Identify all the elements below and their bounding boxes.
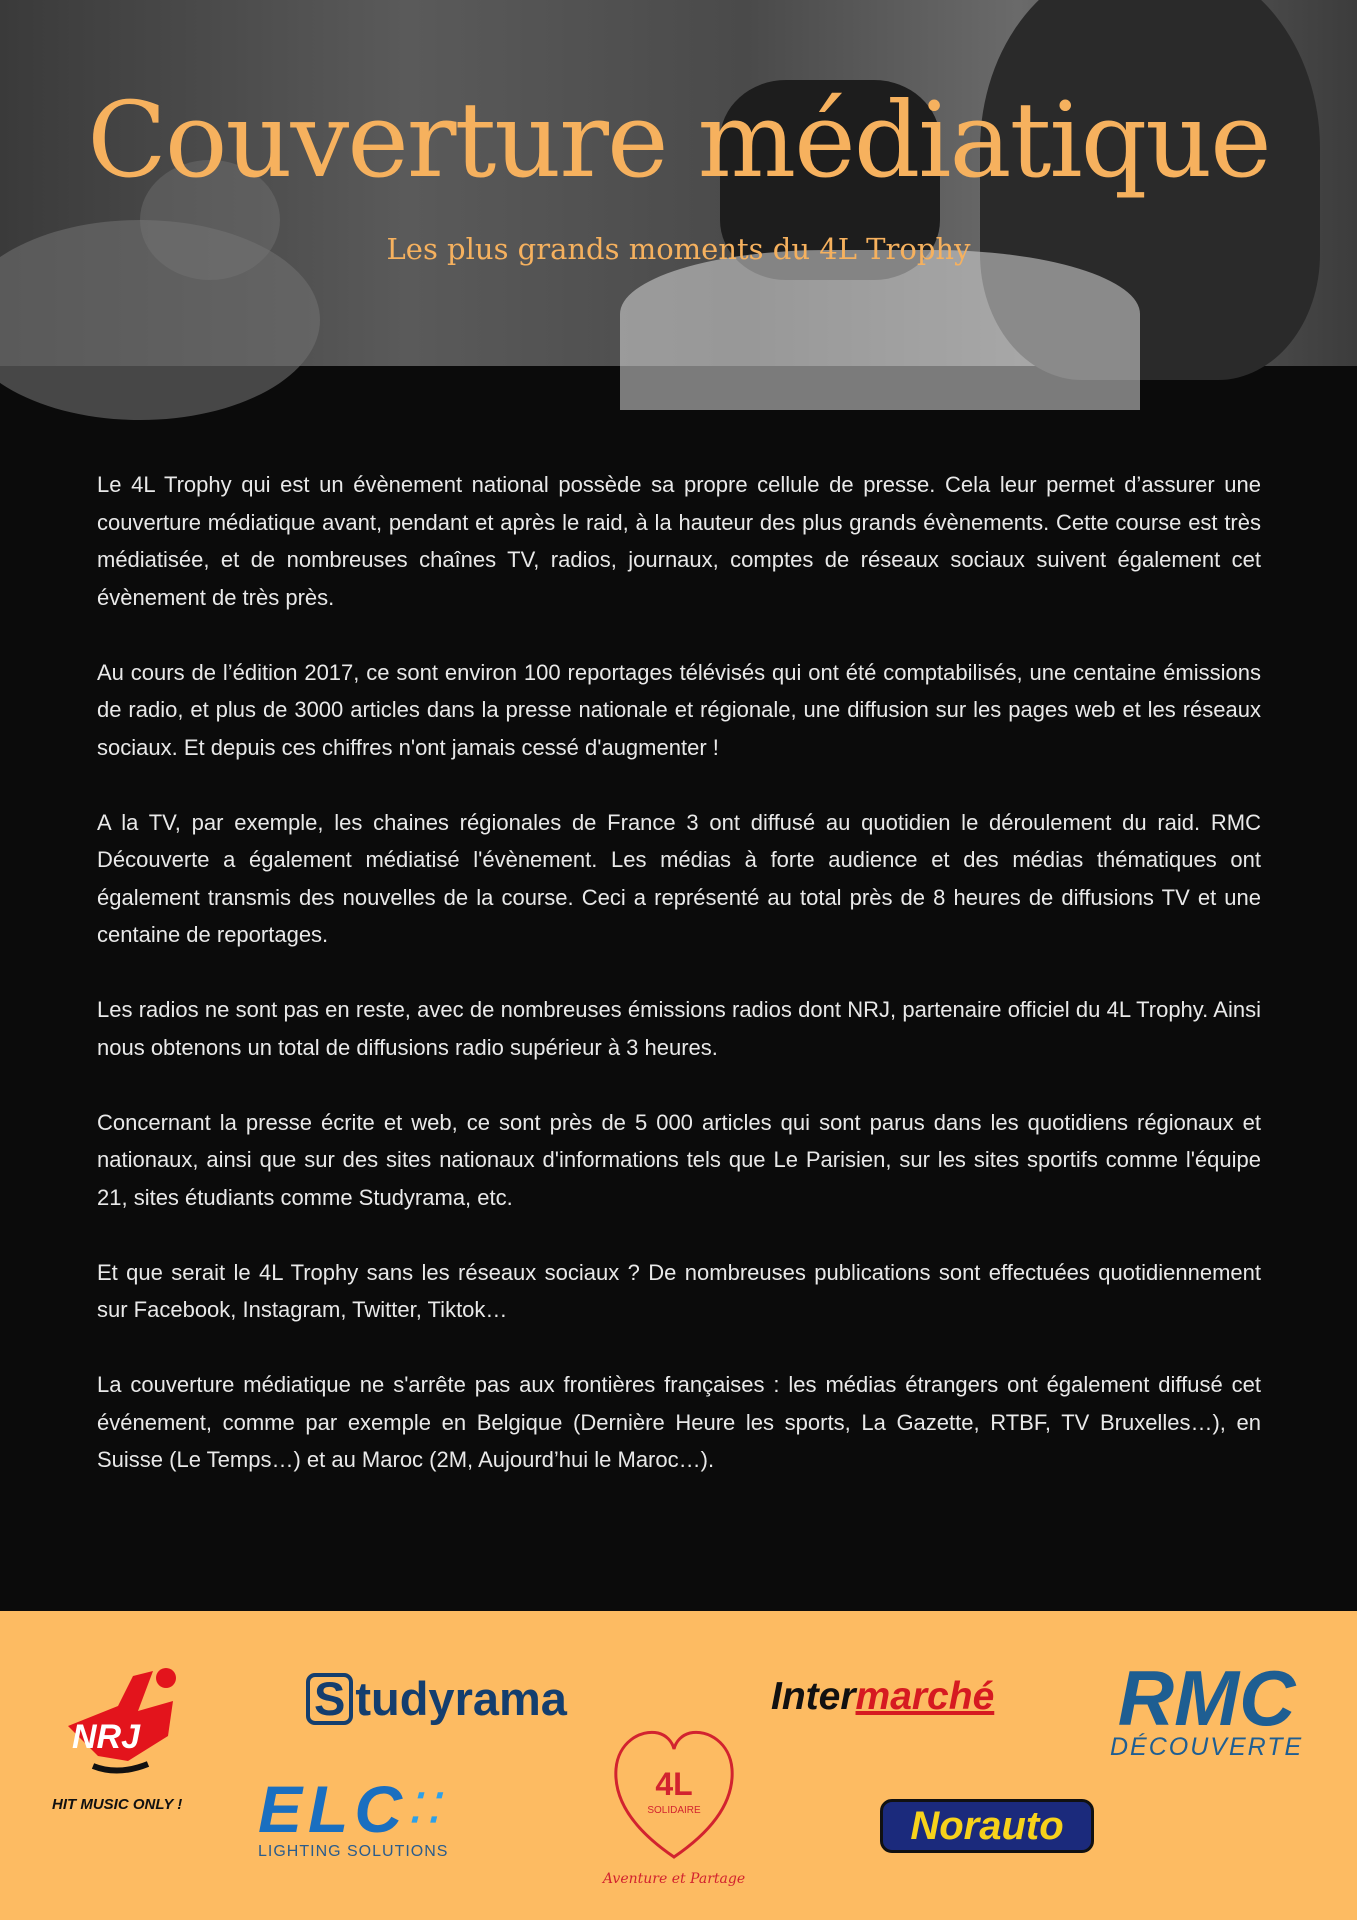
nrj-logo <box>58 1666 188 1786</box>
elc-dots-icon: ⁚⁚ <box>408 1787 446 1831</box>
paragraph: Au cours de l’édition 2017, ce sont environ 100 reportages télévisés qui ont été comptabilisés, une centaine émissions de radio, et plus de 3000 articles dans la presse nationale et régionale, une diffusion sur les pages web et les réseaux sociaux. Et depuis ces chiffres n'ont jamais cessé d'augmenter ! <box>97 659 1261 760</box>
page-title: Couverture médiatique <box>87 79 1270 201</box>
nrj-tagline: HIT MUSIC ONLY ! <box>52 1796 183 1813</box>
4l-solidaire-logo <box>602 1719 746 1889</box>
paragraph: A la TV, par exemple, les chaines régionales de France 3 ont diffusé au quotidien le déroulement du raid. RMC Découverte a également médiatisé l'évènement. Les médias à forte audience et des médias thématiques ont également transmis des nouvelles de la course. Ceci a représenté au total près de 8 heures de diffusions TV et une centaine de reportages. <box>97 809 1261 947</box>
partner-logos <box>0 1611 1357 1920</box>
paragraph: Concernant la presse écrite et web, ce sont près de 5 000 articles qui sont parus dans les quotidiens régionaux et nationaux, ainsi que sur des sites nationaux d'informations tels que Le Parisien, sur les sites sportifs comme l'équipe 21, sites étudiants comme Studyrama, etc. <box>97 1109 1261 1210</box>
elc-logo-sub: LIGHTING SOLUTIONS <box>258 1843 449 1860</box>
hero-photo-shape <box>620 250 1140 410</box>
article-body <box>97 466 1261 1516</box>
solidaire-logo-main: 4L <box>655 1766 693 1802</box>
studyrama-logo: S tudyrama <box>306 1671 567 1726</box>
elc-logo <box>258 1772 449 1861</box>
page-subtitle: Les plus grands moments du 4L Trophy <box>386 232 971 266</box>
rmc-logo-main: RMC <box>1117 1654 1296 1742</box>
intermarche-logo: Intermarché <box>771 1675 995 1718</box>
solidaire-logo-sub: SOLIDAIRE <box>647 1805 701 1816</box>
paragraph: Les radios ne sont pas en reste, avec de nombreuses émissions radios dont NRJ, partenaire officiel du 4L Trophy. Ainsi nous obtenons un total de diffusions radio supérieur à 3 heures. <box>97 997 1261 1060</box>
paragraph: La couverture médiatique ne s'arrête pas aux frontières françaises : les médias étrangers ont également diffusé cet événement, comme par exemple en Belgique (Dernière Heure les sports, La Gazette, RTBF, TV Bruxelles…), en Suisse (Le Temps…) et au Maroc (2M, Aujourd’hui le Maroc…). <box>97 1372 1261 1472</box>
paragraph: Le 4L Trophy qui est un évènement national possède sa propre cellule de presse. Cela leur permet d’assurer une couverture médiatique avant, pendant et après le raid, à la hauteur des plus grands évènements. Cette course est très médiatisée, et de nombreuses chaînes TV, radios, journaux, comptes de réseaux sociaux suivent également cet évènement de très près. <box>97 472 1261 610</box>
norauto-logo: Norauto <box>880 1799 1094 1853</box>
solidaire-logo-tagline: Aventure et Partage <box>602 1871 746 1887</box>
elc-logo-main: ELC <box>258 1772 408 1846</box>
paragraph: Et que serait le 4L Trophy sans les réseaux sociaux ? De nombreuses publications sont effectuées quotidiennement sur Facebook, Instagram, Twitter, Tiktok… <box>97 1259 1261 1322</box>
hero-banner <box>0 0 1357 366</box>
rmc-logo-sub: DÉCOUVERTE <box>1110 1733 1304 1761</box>
nrj-logo-text: NRJ <box>72 1718 141 1756</box>
rmc-decouverte-logo <box>1110 1654 1304 1762</box>
